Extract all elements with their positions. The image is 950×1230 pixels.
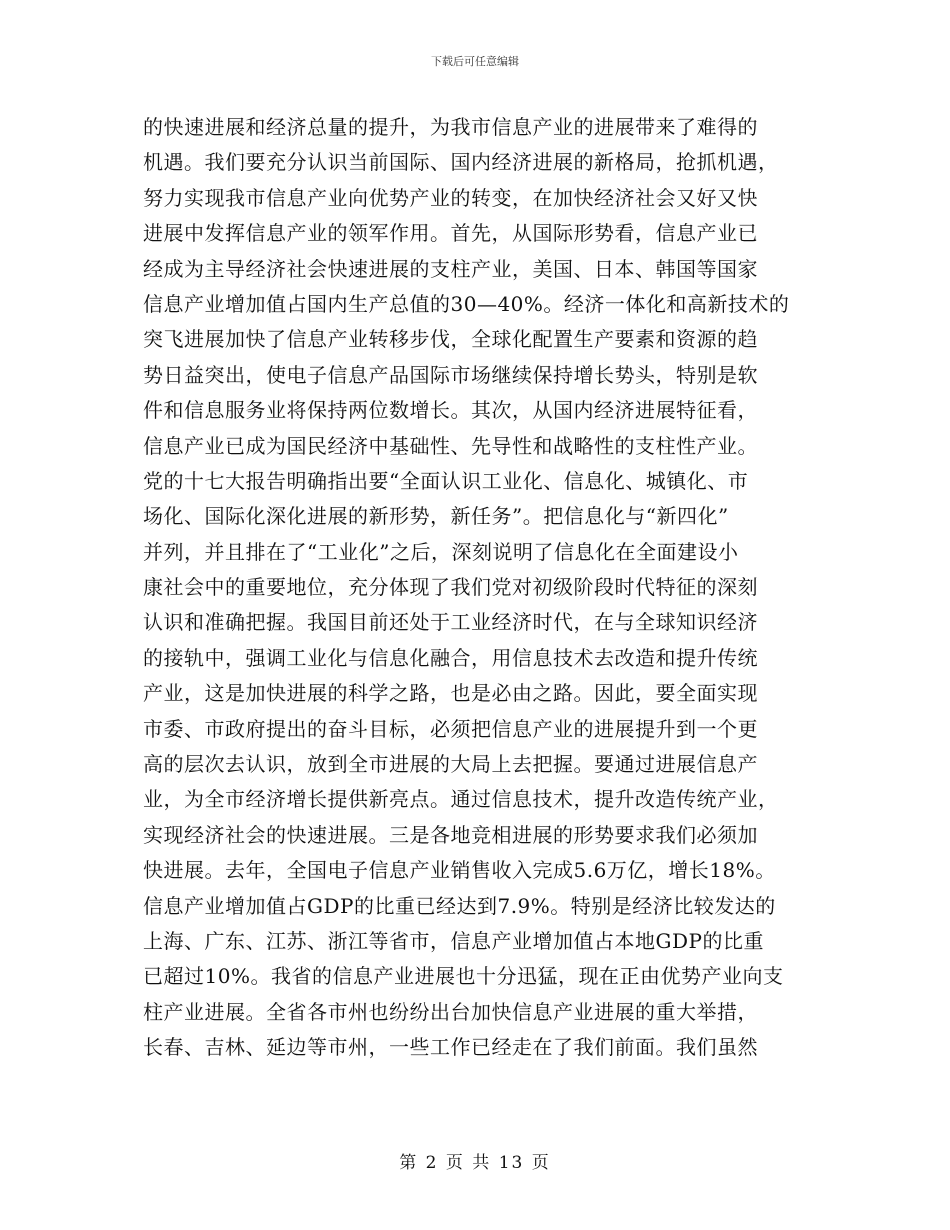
text-line: 势日益突出，使电子信息产品国际市场继续保持增长势头，特别是软 — [143, 362, 758, 387]
text-line: 的接轨中，强调工业化与信息化融合，用信息技术去改造和提升传统 — [143, 645, 758, 670]
text-line: 经成为主导经济社会快速进展的支柱产业，美国、日本、韩国等国家 — [143, 256, 758, 281]
body-text — [143, 110, 813, 1066]
text-line: 高的层次去认识，放到全市进展的大局上去把握。要通过进展信息产 — [143, 752, 758, 777]
text-line: 快进展。去年，全国电子信息产业销售收入完成5.6万亿，增长18%。 — [143, 858, 776, 883]
text-line: 业，为全市经济增长提供新亮点。通过信息技术，提升改造传统产业， — [143, 787, 779, 812]
text-line: 件和信息服务业将保持两位数增长。其次，从国内经济进展特征看， — [143, 398, 758, 423]
text-line: 信息产业已成为国民经济中基础性、先导性和战略性的支柱性产业。 — [143, 433, 758, 458]
text-line: 突飞进展加快了信息产业转移步伐，全球化配置生产要素和资源的趋 — [143, 327, 758, 352]
page-number: 第 2 页 共 13 页 — [399, 1153, 551, 1173]
text-line: 长春、吉林、延边等市州，一些工作已经走在了我们前面。我们虽然 — [143, 1035, 758, 1060]
text-line: 产业，这是加快进展的科学之路，也是必由之路。因此，要全面实现 — [143, 681, 758, 706]
text-line: 已超过10%。我省的信息产业进展也十分迅猛，现在正由优势产业向支 — [143, 964, 784, 989]
text-line: 上海、广东、江苏、浙江等省市，信息产业增加值占本地GDP的比重 — [143, 928, 764, 953]
text-line: 党的十七大报告明确指出要“全面认识工业化、信息化、城镇化、市 — [143, 468, 749, 493]
text-line: 努力实现我市信息产业向优势产业的转变，在加快经济社会又好又快 — [143, 185, 758, 210]
header-note: 下载后可任意编辑 — [431, 55, 519, 68]
text-line: 康社会中的重要地位，充分体现了我们党对初级阶段时代特征的深刻 — [143, 575, 758, 600]
text-line: 信息产业增加值占GDP的比重已经达到7.9%。特别是经济比较发达的 — [143, 893, 776, 918]
text-line: 柱产业进展。全省各市州也纷纷出台加快信息产业进展的重大举措， — [143, 999, 758, 1024]
text-line: 认识和准确把握。我国目前还处于工业经济时代，在与全球知识经济 — [143, 610, 758, 635]
text-line: 机遇。我们要充分认识当前国际、国内经济进展的新格局，抢抓机遇， — [143, 150, 779, 175]
text-line: 实现经济社会的快速进展。三是各地竞相进展的形势要求我们必须加 — [143, 822, 758, 847]
text-line: 并列，并且排在了“工业化”之后，深刻说明了信息化在全面建设小 — [143, 539, 739, 564]
text-line: 市委、市政府提出的奋斗目标，必须把信息产业的进展提升到一个更 — [143, 716, 758, 741]
text-line: 场化、国际化深化进展的新形势，新任务”。把信息化与“新四化” — [143, 504, 729, 529]
text-line: 进展中发挥信息产业的领军作用。首先，从国际形势看，信息产业已 — [143, 221, 758, 246]
text-line: 信息产业增加值占国内生产总值的30—40%。经济一体化和高新技术的 — [143, 291, 790, 316]
text-line: 的快速进展和经济总量的提升，为我市信息产业的进展带来了难得的 — [143, 115, 758, 139]
